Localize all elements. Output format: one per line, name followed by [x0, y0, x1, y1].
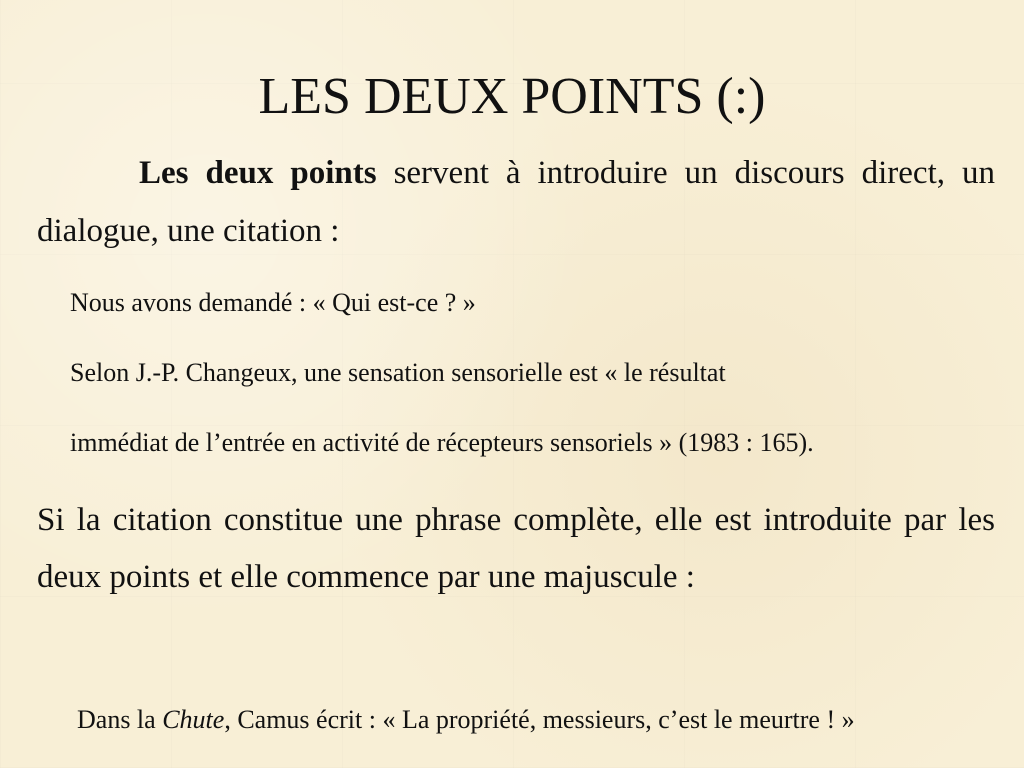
- bold-term: Les deux points: [139, 155, 377, 191]
- camus-quote: , Camus écrit : « La propriété, messieurs, c’est le meurtre ! »: [224, 705, 855, 734]
- intro-paragraph: [37, 144, 995, 260]
- slide-title: LES DEUX POINTS (:): [258, 68, 766, 125]
- camus-prefix: Dans la: [77, 705, 163, 734]
- book-title: Chute: [162, 705, 225, 734]
- example-line-1: Nous avons demandé : « Qui est-ce ? »: [70, 288, 476, 317]
- rule-paragraph: Si la citation constitue une phrase complète, elle est introduite par les deux points et elle commence par une majuscule :: [37, 502, 995, 595]
- example-camus: [77, 702, 855, 738]
- example-line-3: immédiat de l’entrée en activité de récepteurs sensoriels » (1983 : 165).: [70, 428, 814, 457]
- intro-text: servent à introduire un discours direct, un dialogue, une citation :: [37, 155, 995, 249]
- example-line-2: Selon J.-P. Changeux, une sensation sensorielle est « le résultat: [70, 358, 726, 387]
